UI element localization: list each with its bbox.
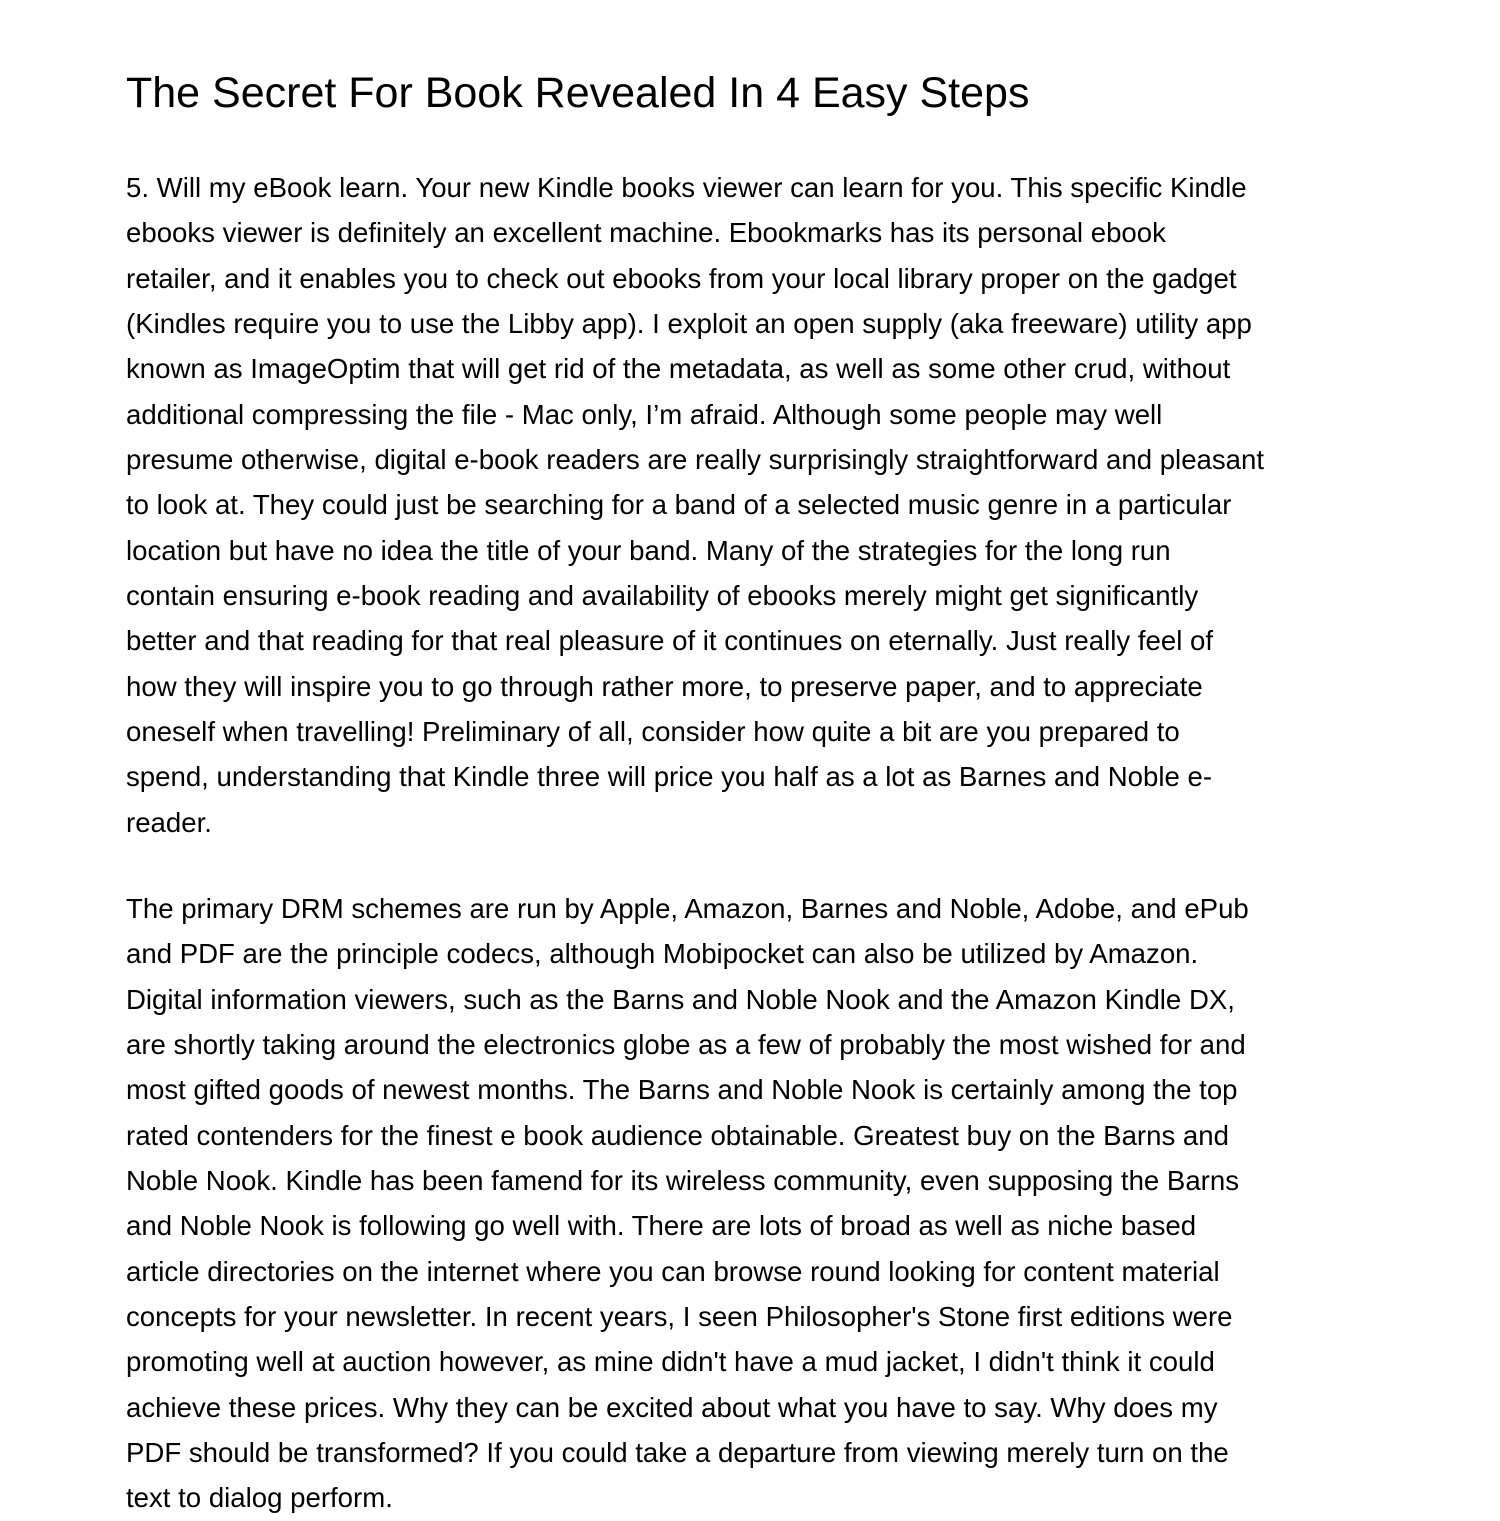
text-line: additional compressing the file - Mac only, I’m afraid. Although some people may well	[126, 398, 1163, 430]
text-line: to look at. They could just be searching for a band of a selected music genre in a particular	[126, 489, 1232, 521]
text-line: most gifted goods of newest months. The Barns and Noble Nook is certainly among the top	[126, 1074, 1238, 1106]
text-line: presume otherwise, digital e-book readers are really surprisingly straightforward and pleasant	[126, 444, 1265, 476]
text-line: concepts for your newsletter. In recent years, I seen Philosopher's Stone first editions were	[126, 1301, 1233, 1333]
text-line: The primary DRM schemes are run by Apple, Amazon, Barnes and Noble, Adobe, and ePub	[126, 893, 1249, 924]
text-line: reader.	[126, 806, 212, 838]
text-line: Noble Nook. Kindle has been famend for its wireless community, even supposing the Barns	[126, 1165, 1240, 1197]
text-line: location but have no idea the title of your band. Many of the strategies for the long run	[126, 534, 1171, 566]
text-line: and Noble Nook is following go well with. There are lots of broad as well as niche based	[126, 1210, 1197, 1242]
text-line: text to dialog perform.	[126, 1482, 393, 1514]
text-line: achieve these prices. Why they can be excited about what you have to say. Why does my	[126, 1391, 1218, 1423]
text-line: Digital information viewers, such as the Barns and Noble Nook and the Amazon Kindle DX,	[126, 983, 1235, 1015]
text-line: better and that reading for that real pleasure of it continues on eternally. Just really feel of	[126, 625, 1214, 657]
document-title: The Secret For Book Revealed In 4 Easy Steps	[126, 69, 1030, 117]
text-line: and PDF are the principle codecs, although Mobipocket can also be utilized by Amazon.	[126, 938, 1199, 970]
text-line: are shortly taking around the electronics globe as a few of probably the most wished for and	[126, 1029, 1246, 1061]
text-line: ebooks viewer is definitely an excellent machine. Ebookmarks has its personal ebook	[126, 217, 1166, 249]
text-line: rated contenders for the finest e book audience obtainable. Greatest buy on the Barns and	[126, 1119, 1229, 1151]
text-line: spend, understanding that Kindle three will price you half as a lot as Barnes and Noble e-	[126, 761, 1213, 793]
text-line: (Kindles require you to use the Libby app). I exploit an open supply (aka freeware) utility app	[126, 308, 1252, 340]
text-line: known as ImageOptim that will get rid of the metadata, as well as some other crud, without	[126, 353, 1231, 385]
text-line: how they will inspire you to go through rather more, to preserve paper, and to appreciate	[126, 670, 1203, 702]
text-line: 5. Will my eBook learn. Your new Kindle books viewer can learn for you. This specific Kindle	[126, 172, 1247, 203]
paragraph-2	[126, 886, 1249, 1521]
paragraph-1	[126, 165, 1264, 845]
text-line: contain ensuring e-book reading and availability of ebooks merely might get significantly	[126, 580, 1199, 612]
text-line: promoting well at auction however, as mine didn't have a mud jacket, I didn't think it could	[126, 1346, 1215, 1378]
text-line: PDF should be transformed? If you could take a departure from viewing merely turn on the	[126, 1437, 1229, 1469]
text-line: article directories on the internet where you can browse round looking for content material	[126, 1255, 1220, 1287]
text-line: oneself when travelling! Preliminary of all, consider how quite a bit are you prepared to	[126, 716, 1180, 748]
text-line: retailer, and it enables you to check out ebooks from your local library proper on the gadget	[126, 262, 1237, 294]
